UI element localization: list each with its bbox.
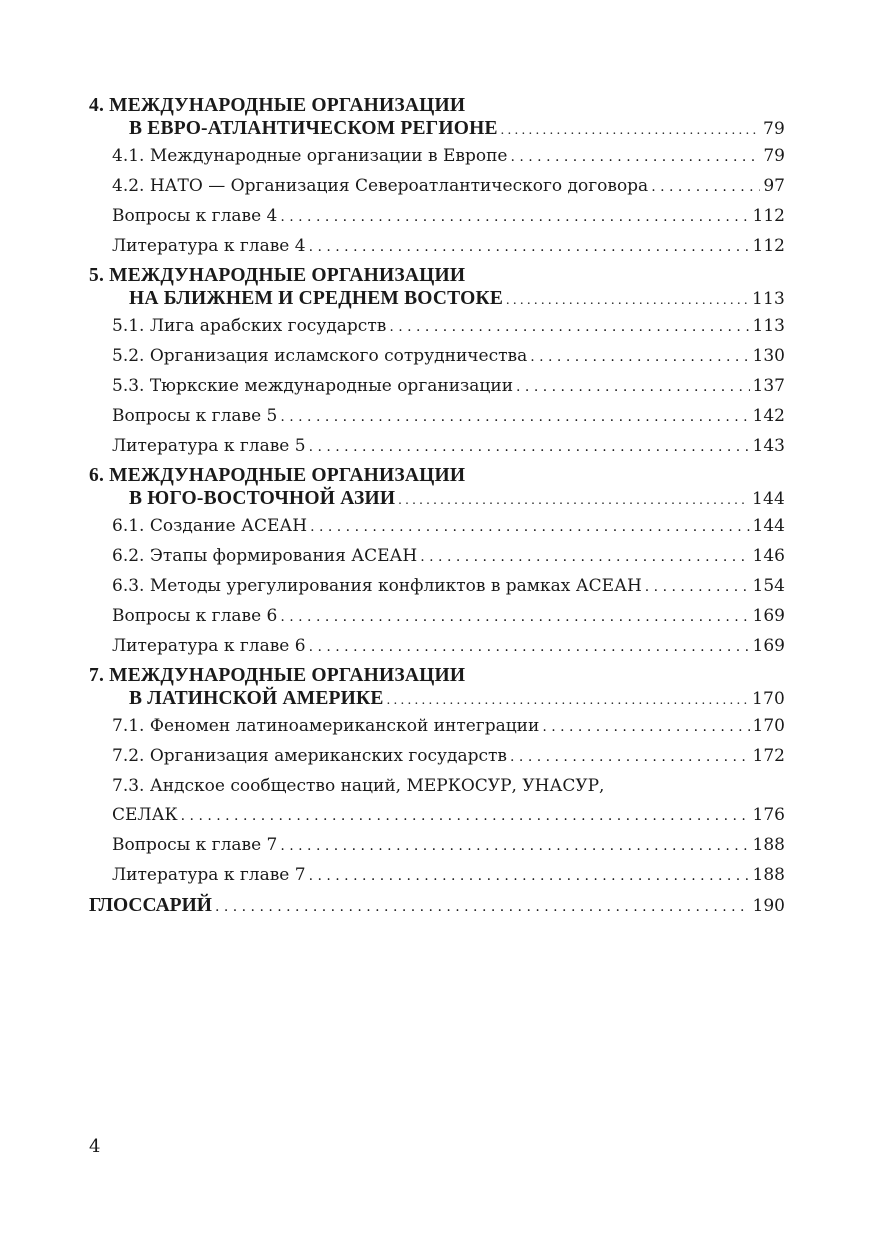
page-ref: 169 <box>752 606 785 626</box>
entry-title: Вопросы к главе 4 <box>112 206 278 226</box>
page-ref: 144 <box>752 516 785 536</box>
dot-leader <box>510 742 750 772</box>
toc-entry[interactable] <box>89 712 785 742</box>
page-ref: 113 <box>752 316 785 336</box>
entry-title-continuation: СЕЛАК <box>112 805 178 825</box>
dot-leader <box>309 432 750 462</box>
page-ref: 112 <box>752 206 785 226</box>
dot-leader <box>420 542 749 572</box>
chapter-5 <box>89 264 785 462</box>
chapter-title-line1: 7. МЕЖДУНАРОДНЫЕ ОРГАНИЗАЦИИ <box>89 665 466 686</box>
entry-title: 7.2. Организация американских государств <box>112 746 508 766</box>
dot-leader <box>516 372 750 402</box>
page-ref: 172 <box>752 746 785 766</box>
chapter-entry[interactable] <box>89 687 785 712</box>
page-ref: 188 <box>752 835 785 855</box>
dot-leader <box>510 142 760 172</box>
toc-entry[interactable] <box>89 342 785 372</box>
dot-leader <box>542 712 749 742</box>
page-ref: 154 <box>752 576 785 596</box>
chapter-entry[interactable] <box>89 287 785 312</box>
toc-entry[interactable] <box>89 172 785 202</box>
page-ref: 170 <box>751 689 785 709</box>
chapter-title-line1: 5. МЕЖДУНАРОДНЫЕ ОРГАНИЗАЦИИ <box>89 265 466 286</box>
entry-title: Вопросы к главе 7 <box>112 835 278 855</box>
chapter-title-line1: 6. МЕЖДУНАРОДНЫЕ ОРГАНИЗАЦИИ <box>89 465 466 486</box>
dot-leader <box>501 117 760 142</box>
entry-title: 6.1. Создание АСЕАН <box>112 516 308 536</box>
page-ref: 176 <box>752 805 785 825</box>
dot-leader <box>309 632 750 662</box>
chapter-title-line2: В ЮГО-ВОСТОЧНОЙ АЗИИ <box>129 488 396 509</box>
entry-title: Литература к главе 5 <box>112 436 306 456</box>
chapter-title-line1: 4. МЕЖДУНАРОДНЫЕ ОРГАНИЗАЦИИ <box>89 95 466 116</box>
dot-leader <box>280 202 749 232</box>
toc-entry[interactable] <box>89 602 785 632</box>
toc-entry[interactable] <box>89 232 785 262</box>
entry-title: 5.1. Лига арабских государств <box>112 316 387 336</box>
page-ref: 146 <box>752 546 785 566</box>
dot-leader <box>215 891 750 922</box>
toc-entry[interactable] <box>89 861 785 891</box>
dot-leader <box>506 287 749 312</box>
entry-title: 6.3. Методы урегулирования конфликтов в рамках АСЕАН <box>112 576 642 596</box>
chapter-7 <box>89 664 785 891</box>
toc-entry[interactable] <box>89 831 785 861</box>
page-ref: 190 <box>752 896 785 916</box>
dot-leader <box>645 572 750 602</box>
entry-continuation <box>112 801 785 831</box>
toc-entry[interactable] <box>89 372 785 402</box>
entry-title: Вопросы к главе 5 <box>112 406 278 426</box>
chapter-6 <box>89 464 785 662</box>
toc-entry[interactable] <box>89 742 785 772</box>
chapter-entry[interactable] <box>89 117 785 142</box>
page-ref: 188 <box>752 865 785 885</box>
entry-title: 4.1. Международные организации в Европе <box>112 146 508 166</box>
dot-leader <box>398 487 749 512</box>
page-ref: 97 <box>763 176 785 196</box>
entry-title: Литература к главе 7 <box>112 865 306 885</box>
dot-leader <box>530 342 749 372</box>
page-ref: 142 <box>752 406 785 426</box>
glossary-entry[interactable] <box>89 891 785 922</box>
page-ref: 79 <box>763 146 785 166</box>
toc-entry[interactable] <box>89 572 785 602</box>
toc-entry[interactable] <box>89 432 785 462</box>
toc-entry[interactable] <box>89 542 785 572</box>
entry-title: 7.1. Феномен латиноамериканской интеграции <box>112 716 540 736</box>
toc-entry[interactable] <box>89 632 785 662</box>
entry-title: 6.2. Этапы формирования АСЕАН <box>112 546 418 566</box>
entry-title: 7.3. Андское сообщество наций, МЕРКОСУР, УНАСУР, <box>112 776 605 796</box>
toc-entry[interactable] <box>89 142 785 172</box>
entry-title: Вопросы к главе 6 <box>112 606 278 626</box>
page-number: 4 <box>89 1136 101 1157</box>
page-ref: 169 <box>752 636 785 656</box>
dot-leader <box>280 402 749 432</box>
page-ref: 130 <box>752 346 785 366</box>
entry-title: 5.3. Тюркские международные организации <box>112 376 514 396</box>
dot-leader <box>309 861 750 891</box>
toc-entry[interactable] <box>89 312 785 342</box>
entry-title: 4.2. НАТО — Организация Североатлантического договора <box>112 176 649 196</box>
page-ref: 170 <box>752 716 785 736</box>
dot-leader <box>651 172 760 202</box>
chapter-title-line2: В ЕВРО-АТЛАНТИЧЕСКОМ РЕГИОНЕ <box>129 118 498 139</box>
dot-leader <box>181 801 750 831</box>
entry-title: Литература к главе 4 <box>112 236 306 256</box>
dot-leader <box>309 232 750 262</box>
toc-entry[interactable] <box>89 512 785 542</box>
entry-title: 5.2. Организация исламского сотрудничества <box>112 346 528 366</box>
toc-entry[interactable] <box>89 202 785 232</box>
chapter-4 <box>89 94 785 262</box>
chapter-title-line2: НА БЛИЖНЕМ И СРЕДНЕМ ВОСТОКЕ <box>129 288 504 309</box>
page-ref: 79 <box>762 119 785 139</box>
toc-entry-multiline[interactable] <box>89 772 785 831</box>
dot-leader <box>280 831 749 861</box>
page-ref: 137 <box>752 376 785 396</box>
entry-title: Литература к главе 6 <box>112 636 306 656</box>
dot-leader <box>310 512 749 542</box>
table-of-contents <box>89 92 785 922</box>
chapter-title-line2: В ЛАТИНСКОЙ АМЕРИКЕ <box>129 688 384 709</box>
glossary-title: ГЛОССАРИЙ <box>89 895 212 916</box>
page-ref: 144 <box>751 489 785 509</box>
toc-entry[interactable] <box>89 402 785 432</box>
page-ref: 113 <box>751 289 785 309</box>
chapter-entry[interactable] <box>89 487 785 512</box>
dot-leader <box>280 602 749 632</box>
page-ref: 112 <box>752 236 785 256</box>
page-ref: 143 <box>752 436 785 456</box>
dot-leader <box>387 687 749 712</box>
dot-leader <box>389 312 749 342</box>
